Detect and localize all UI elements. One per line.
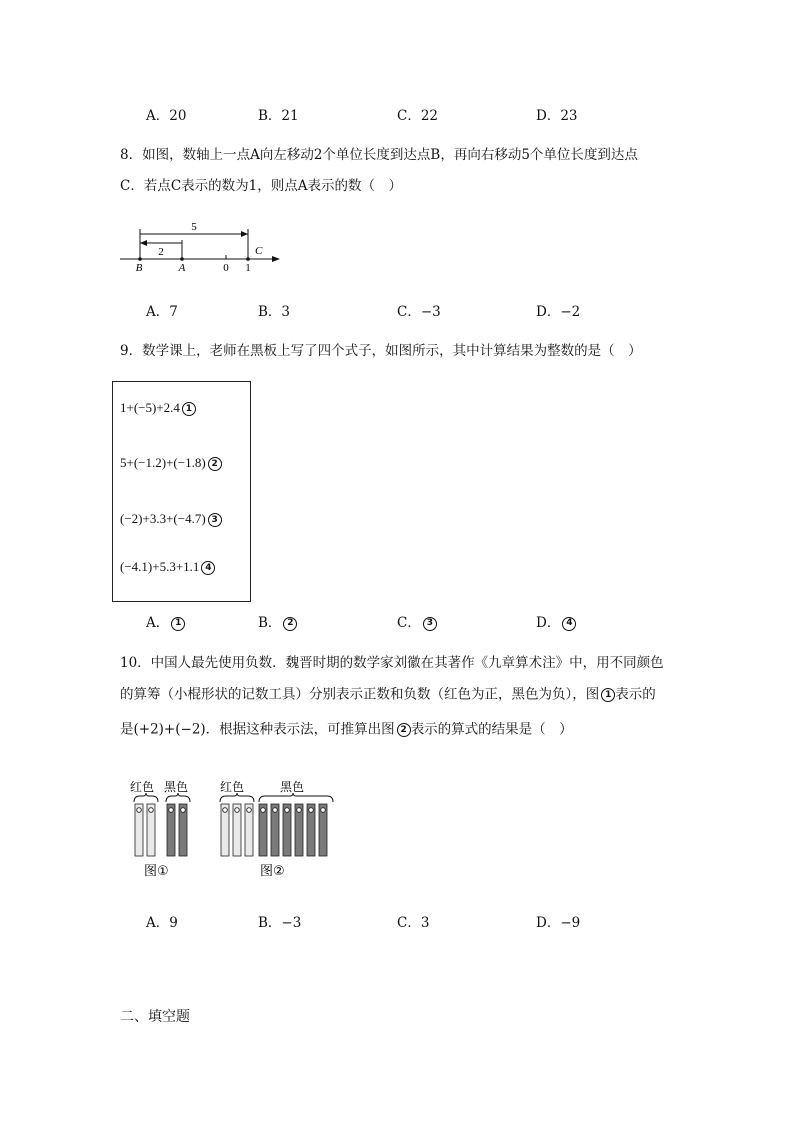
circled-number-2: 2 (208, 457, 222, 471)
label-0: 0 (223, 262, 229, 274)
option-label: A． (146, 615, 170, 631)
q9-option-d[interactable] (536, 611, 576, 631)
rod-ring (273, 808, 278, 813)
circled-number-2: 2 (283, 617, 297, 631)
label-c: C (255, 245, 263, 257)
rod-ring (149, 808, 154, 813)
circled-number-3: 3 (208, 513, 222, 527)
rod-ring (247, 808, 252, 813)
rod-ring (137, 808, 142, 813)
fig2-red-brace (220, 793, 254, 802)
circled-number-4: 4 (562, 617, 576, 631)
option-label: B． (258, 615, 282, 631)
rod-ring (321, 808, 326, 813)
q10-option-c[interactable]: C．3 (397, 915, 430, 931)
q8-option-d[interactable]: D．−2 (536, 304, 581, 320)
fig1-caption: 图① (144, 864, 169, 879)
expression-text: (−2)+3.3+(−4.7) (120, 511, 206, 526)
fig2-caption: 图② (260, 864, 285, 879)
q9-expression-1 (120, 400, 196, 416)
rod-ring (261, 808, 266, 813)
q7-option-d[interactable]: D．23 (536, 108, 578, 124)
point-c (246, 257, 250, 261)
circled-number-1: 1 (601, 688, 615, 702)
q7-option-c[interactable]: C．22 (397, 108, 439, 124)
q9-option-a[interactable] (146, 611, 185, 631)
label-b: B (135, 262, 143, 274)
rod-ring (309, 808, 314, 813)
rod-ring (223, 808, 228, 813)
rod-ring (285, 808, 290, 813)
q9-text: 9．数学课上，老师在黑板上写了四个式子，如图所示，其中计算结果为整数的是（ ） (120, 343, 642, 359)
expression-text: 1+(−5)+2.4 (120, 400, 180, 415)
q8-option-b[interactable]: B．3 (258, 304, 291, 320)
rod-ring (235, 808, 240, 813)
option-label: D． (536, 615, 561, 631)
q10-text-line3 (120, 723, 573, 737)
q9-option-c[interactable] (397, 611, 437, 631)
arrow-2-head (140, 240, 147, 246)
fig2-black-brace (259, 793, 333, 802)
fig2-black-label: 黑色 (280, 780, 305, 794)
label-a: A (178, 262, 186, 274)
rod-ring (181, 808, 186, 813)
q9-expression-3 (120, 511, 222, 527)
q9-expression-4 (120, 559, 215, 575)
q9-option-b[interactable] (258, 611, 297, 631)
arrow-5-head (241, 231, 248, 237)
label-2: 2 (158, 246, 164, 258)
circled-number-4: 4 (201, 561, 215, 575)
q10-option-d[interactable]: D．−9 (536, 915, 581, 931)
fig1-black-brace (166, 793, 190, 802)
q8-option-c[interactable]: C．−3 (397, 304, 441, 320)
fig1-red-label: 红色 (130, 780, 155, 794)
rod-ring (297, 808, 302, 813)
point-b (138, 257, 142, 261)
fig1-rods (135, 804, 187, 856)
q7-option-b[interactable]: B．21 (258, 108, 299, 124)
text-part: 表示的算式的结果是（ ） (410, 721, 573, 738)
label-5: 5 (191, 221, 197, 233)
q9-expression-2 (120, 455, 222, 471)
q10-text-line2 (120, 688, 656, 702)
text-part: 的算筹（小棍形状的记数工具）分别表示正数和负数（红色为正，黑色为负），图 (120, 686, 600, 703)
rod-ring (169, 808, 174, 813)
circled-number-3: 3 (423, 617, 437, 631)
q10-option-b[interactable]: B．−3 (258, 915, 302, 931)
text-part: 表示的 (615, 686, 656, 703)
q10-text-line1: 10．中国人最先使用负数．魏晋时期的数学家刘徽在其著作《九章算术注》中，用不同颜色 (120, 655, 664, 671)
q8-text-line2: C．若点C表示的数为1，则点A表示的数（ ） (120, 178, 402, 194)
q8-option-a[interactable]: A．7 (146, 304, 178, 320)
circled-number-1: 1 (171, 617, 185, 631)
text-part: 是(+2)+(−2)．根据这种表示法，可推算出图 (120, 721, 395, 738)
q8-text-line1: 8．如图，数轴上一点A向左移动2个单位长度到达点B，再向右移动5个单位长度到达点 (120, 147, 638, 163)
fig1-black-label: 黑色 (164, 780, 189, 794)
counting-rods-figure-1 (128, 778, 198, 880)
q7-option-a[interactable]: A．20 (146, 108, 187, 124)
label-1: 1 (245, 262, 251, 274)
section-title: 二、填空题 (120, 1009, 190, 1025)
expression-text: (−4.1)+5.3+1.1 (120, 559, 200, 574)
q10-option-a[interactable]: A．9 (146, 915, 178, 931)
fig2-rods (221, 804, 327, 856)
axis-arrow (272, 256, 280, 262)
point-a (180, 257, 184, 261)
circled-number-1: 1 (182, 402, 196, 416)
fig1-red-brace (134, 793, 158, 802)
circled-number-2: 2 (397, 723, 411, 737)
option-label: C． (397, 615, 421, 631)
counting-rods-figure-2 (214, 778, 340, 880)
expression-text: 5+(−1.2)+(−1.8) (120, 455, 206, 470)
number-line-figure (118, 215, 288, 277)
fig2-red-label: 红色 (220, 780, 245, 794)
